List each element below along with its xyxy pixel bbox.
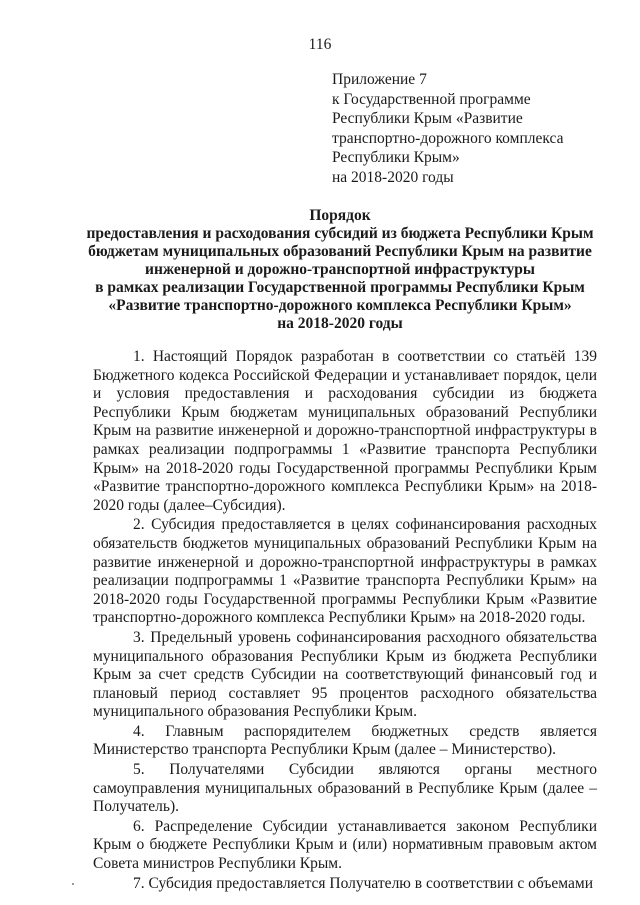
appendix-line: Приложение 7 [332,71,427,88]
title-line: предоставления и расходования субсидий из бюджета Республики Крым [86,225,594,242]
document-title [60,207,620,333]
paragraph-1: 1. Настоящий Порядок разработан в соответствии со статьёй 139 Бюджетного кодекса Российской Федерации и устанавливает порядок, цели и условия предоставления и расходования субсидии из бюджета Республики Крым бюджетам муниципальных образований Республики Крым на развитие инженерной и дорожно-транспортной инфраструктуры в рамках реализации подпрограммы 1 «Развитие транспорта Республики Крым» на 2018-2020 годы Государственной программы Республики Крым «Развитие транспортно-дорожного комплекса Республики Крым» на 2018-2020 годы (далее–Субсидия). [93,348,597,514]
paragraph-6: 6. Распределение Субсидии устанавливается законом Республики Крым о бюджете Республики Крым и (или) нормативным правовым актом Совета министров Республики Крым. [93,817,597,873]
title-line: на 2018-2020 годы [277,315,403,332]
paragraph-7: 7. Субсидия предоставляется Получателю в соответствии с объемами [133,874,593,892]
scan-speck [72,883,74,885]
title-line: Порядок [309,207,371,224]
paragraph-2: 2. Субсидия предоставляется в целях софинансирования расходных обязательств бюджетов муниципальных образований Республики Крым на развитие инженерной и дорожно-транспортной инфраструктуры в рамках реализации подпрограммы 1 «Развитие транспорта Республики Крым» на 2018-2020 годы Государственной программы Республики Крым «Развитие транспортно-дорожного комплекса Республики Крым» на 2018-2020 годы. [93,516,597,627]
appendix-line: Республики Крым «Развитие [332,110,523,127]
page-number: 116 [308,36,332,53]
appendix-line: Республики Крым» [332,149,460,166]
title-line: «Развитие транспортно-дорожного комплекса Республики Крым» [108,297,572,314]
paragraph-5: 5. Получателями Субсидии являются органы местного самоуправления муниципальных образований в Республике Крым (далее – Получатель). [93,761,597,816]
paragraph-3: 3. Предельный уровень софинансирования расходного обязательства муниципального образования Республики Крым из бюджета Республики Крым за счет средств Субсидии на соответствующий финансовый год и плановый период составляет 95 процентов расходного обязательства муниципального образования Республики Крым. [93,628,597,721]
title-line: бюджетам муниципальных образований Республики Крым на развитие [88,243,592,260]
paragraph-4: 4. Главным распорядителем бюджетных средств является Министерство транспорта Республики Крым (далее – Министерство). [93,722,597,759]
appendix-line: на 2018-2020 годы [332,168,454,186]
title-line: инженерной и дорожно-транспортной инфраструктуры [145,261,535,278]
document-body [93,348,597,894]
appendix-line: транспортно-дорожного комплекса [332,129,564,147]
title-line: в рамках реализации Государственной программы Республики Крым [95,279,585,296]
appendix-header [332,70,632,187]
appendix-line: к Государственной программе [332,90,531,108]
